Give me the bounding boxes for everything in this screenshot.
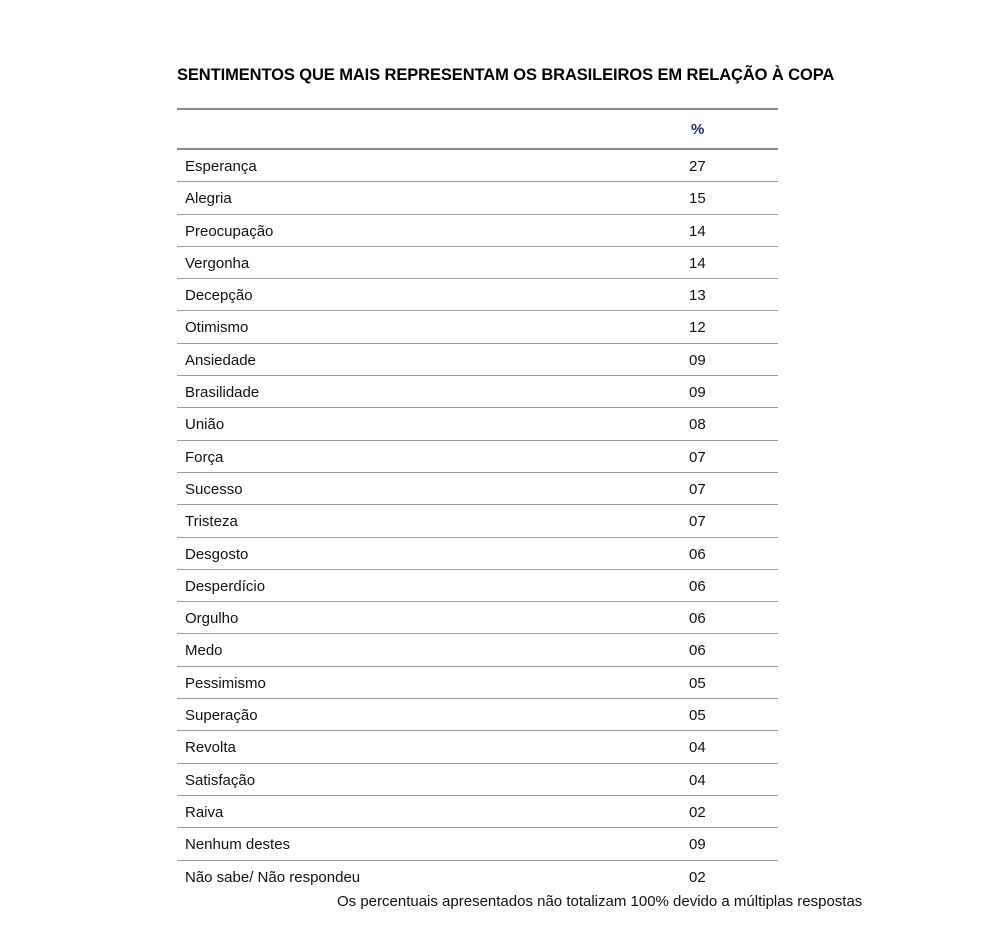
row-label: Sucesso	[185, 480, 243, 498]
table-row	[177, 279, 778, 311]
row-label: Desgosto	[185, 545, 249, 563]
table-row	[177, 602, 778, 634]
row-percent-value: 13	[689, 287, 706, 305]
table-row	[177, 473, 778, 505]
table-row	[177, 408, 778, 440]
row-label: Medo	[185, 642, 223, 660]
table-row	[177, 699, 778, 731]
row-label: Ansiedade	[185, 351, 256, 369]
row-label: Brasilidade	[185, 384, 260, 402]
row-percent-value: 02	[689, 868, 706, 886]
row-label: Orgulho	[185, 610, 239, 628]
row-percent-value: 09	[689, 836, 706, 854]
row-label: Esperança	[185, 158, 257, 175]
row-label: Força	[185, 448, 224, 466]
row-label: Alegria	[185, 190, 232, 208]
row-label: Decepção	[185, 287, 253, 305]
row-percent-value: 06	[689, 545, 706, 563]
table-row	[177, 861, 778, 892]
row-label: União	[185, 416, 225, 434]
row-label: Raiva	[185, 803, 224, 821]
row-label: Vergonha	[185, 254, 250, 272]
row-percent-value: 05	[689, 707, 706, 725]
table-row	[177, 764, 778, 796]
row-percent-value: 06	[689, 610, 706, 628]
row-percent-value: 09	[689, 351, 706, 369]
table-row	[177, 570, 778, 602]
table-row	[177, 731, 778, 763]
row-label: Revolta	[185, 739, 236, 757]
table-body	[177, 150, 778, 892]
row-percent-value: 12	[689, 319, 706, 337]
table-row	[177, 376, 778, 408]
row-percent-value: 04	[689, 771, 706, 789]
row-percent-value: 14	[689, 222, 706, 240]
table-header-row	[177, 110, 778, 150]
row-percent-value: 08	[689, 416, 706, 434]
table-row	[177, 796, 778, 828]
row-label: Não sabe/ Não respondeu	[185, 868, 361, 886]
footnote: Os percentuais apresentados não totalizam 100% devido a múltiplas respostas	[337, 893, 863, 910]
table-row	[177, 441, 778, 473]
table-row	[177, 538, 778, 570]
row-percent-value: 07	[689, 513, 706, 531]
row-percent-value: 07	[689, 448, 706, 466]
row-percent-value: 07	[689, 480, 706, 498]
row-percent-value: 15	[689, 190, 706, 208]
percent-column-header: %	[691, 121, 705, 138]
row-label: Pessimismo	[185, 674, 266, 692]
table-row	[177, 150, 778, 182]
row-percent-value: 05	[689, 674, 706, 692]
table-row	[177, 215, 778, 247]
row-label: Preocupação	[185, 222, 274, 240]
row-label: Desperdício	[185, 577, 266, 595]
table-row	[177, 344, 778, 376]
row-percent-value: 14	[689, 254, 706, 272]
row-label: Otimismo	[185, 319, 249, 337]
sentiment-table	[177, 108, 778, 892]
row-percent-value: 02	[689, 803, 706, 821]
table-row	[177, 634, 778, 666]
row-label: Nenhum destes	[185, 836, 291, 854]
table-row	[177, 182, 778, 214]
table-row	[177, 505, 778, 537]
row-percent-value: 04	[689, 739, 706, 757]
row-percent-value: 06	[689, 577, 706, 595]
row-label: Tristeza	[185, 513, 238, 531]
table-row	[177, 311, 778, 343]
table-row	[177, 828, 778, 860]
row-percent-value: 27	[689, 158, 706, 175]
row-label: Satisfação	[185, 771, 256, 789]
row-label: Superação	[185, 707, 258, 725]
row-percent-value: 06	[689, 642, 706, 660]
row-percent-value: 09	[689, 384, 706, 402]
table-row	[177, 247, 778, 279]
table-row	[177, 667, 778, 699]
page-title: SENTIMENTOS QUE MAIS REPRESENTAM OS BRASILEIROS EM RELAÇÃO À COPA	[177, 66, 835, 84]
